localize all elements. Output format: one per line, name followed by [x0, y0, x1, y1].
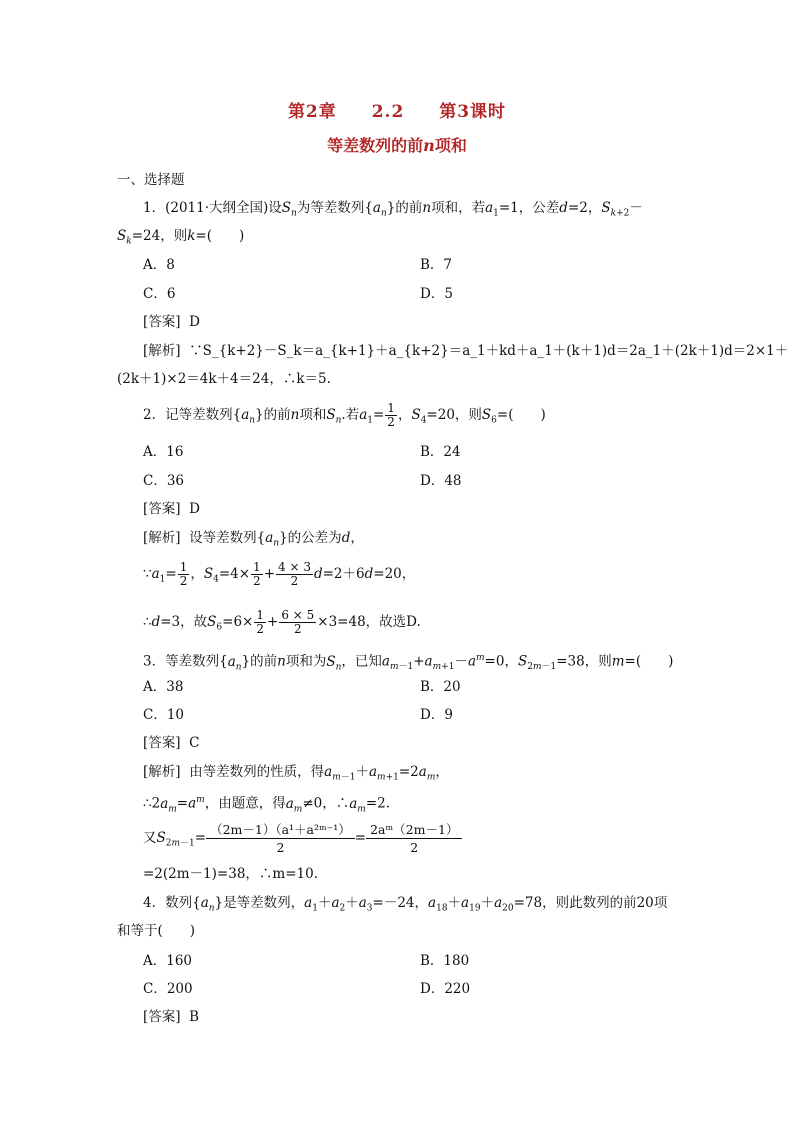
- q3-analysis-line1: [解析] 由等差数列的性质，得$a_{m-1}+a_{m+1}=2a_m$，: [143, 764, 449, 783]
- section-heading: 一、选择题: [117, 172, 185, 188]
- q1-option-a[interactable]: A．8: [143, 257, 175, 273]
- fraction-4x3: $\frac{4 \times 3}{2}$: [278, 560, 311, 588]
- chapter-label: 第2章: [287, 102, 337, 122]
- q2-option-b[interactable]: B．24: [420, 444, 461, 460]
- fraction-6x5: $\frac{6 \times 5}{2}$: [281, 608, 315, 636]
- q2-option-d[interactable]: D．48: [420, 473, 462, 489]
- q4-option-b[interactable]: B．180: [420, 953, 470, 969]
- lesson-label: 第3课时: [439, 102, 507, 122]
- q2-analysis-line3: ∴d=3，故$S_6=6\times$ $\frac{1}{2}$ + $\frac{6 \times 5}{2}$ ×3=48，故选D.: [143, 608, 421, 636]
- q2-analysis-line2: $\because a_1=$ $\frac{1}{2}$ ，$S_4=4\times$ $\frac{1}{2}$ + $\frac{4 \times 3}{2}$ d=2＋6d=20，: [143, 560, 416, 588]
- q3-option-d[interactable]: D．9: [420, 707, 453, 723]
- q3-analysis-line3: 又$S_{2m-1}=$ $\frac{\text{（2m－1）（a¹＋a²ᵐ⁻¹）}}{2}$ = $\frac{\text{2aᵐ（2m－1）}}{2}$: [143, 821, 462, 856]
- q3-analysis-line4: =2(2m－1)=38，∴m=10.: [143, 866, 318, 882]
- q4-option-a[interactable]: A．160: [143, 953, 193, 969]
- q1-analysis-text1: ∵S_{k+2}－S_k＝a_{k+1}＋a_{k+2}＝a_1＋kd＋a_1＋(k＋1)d＝2a_1＋(2k＋1)d＝2×1＋: [189, 343, 789, 359]
- q4-stem-line1: 4．数列$\{a_n\}$是等差数列，$a_1+a_2+a_3=-24$，$a_{18}+a_{19}+a_{20}=78$，则此数列的前20项: [143, 895, 668, 914]
- q2-option-c[interactable]: C．36: [143, 473, 185, 489]
- q3-option-a[interactable]: A．38: [143, 679, 184, 695]
- q1-analysis-line1: [解析] ∵S_{k+2}－S_k＝a_{k+1}＋a_{k+2}＝a_1＋kd＋a_1＋(k＋1)d＝2a_1＋(2k＋1)d＝2×1＋: [143, 343, 789, 359]
- chapter-title: [0, 97, 794, 122]
- q4-stem-line2: 和等于( ): [117, 923, 196, 939]
- q2-option-a[interactable]: A．16: [143, 444, 184, 460]
- q3-answer: [答案] C: [143, 735, 200, 751]
- q1-option-b[interactable]: B．7: [420, 257, 453, 273]
- q3-option-b[interactable]: B．20: [420, 679, 461, 695]
- q3-analysis-line2: $\therefore 2a_m=a^m$，由题意，得$a_m\ne 0$，$\therefore a_m=2$.: [143, 795, 391, 815]
- q4-option-d[interactable]: D．220: [420, 981, 471, 997]
- page-subtitle: 等差数列的前n项和: [327, 136, 467, 155]
- q2-analysis-line1: [解析] 设等差数列$\{a_n\}$的公差为d，: [143, 530, 364, 549]
- q1-analysis-line2: (2k＋1)×2＝4k＋4＝24，∴k＝5.: [117, 371, 331, 387]
- q1-stem-line2: $S_k=24$，则k=( ): [117, 228, 245, 247]
- q4-option-c[interactable]: C．200: [143, 981, 193, 997]
- fraction-simplified: $\frac{\text{2aᵐ（2m－1）}}{2}$: [366, 821, 462, 856]
- q1-option-d[interactable]: D．5: [420, 286, 453, 302]
- fraction-sum-formula: $\frac{\text{（2m－1）（a¹＋a²ᵐ⁻¹）}}{2}$: [206, 821, 355, 856]
- q4-answer: [答案] B: [143, 1009, 200, 1025]
- q3-stem: 3．等差数列$\{a_n\}$的前n项和为$S_n$，已知$a_{m-1}+a_{m+1}-a^m=0$，$S_{2m-1}=38$，则m=( ): [143, 653, 674, 673]
- q2-answer: [答案] D: [143, 501, 200, 517]
- q2-stem: 2．记等差数列$\{a_n\}$的前n项和$S_n$.若$a_1=$ $\frac{1}{2}$ ，$S_4=20$，则$S_6=$( ): [143, 401, 546, 429]
- q1-answer: [答案] D: [143, 314, 200, 330]
- q1-option-c[interactable]: C．6: [143, 286, 176, 302]
- section-number: 2.2: [371, 102, 405, 122]
- q1-stem-line1: 1．(2011·大纲全国)设$S_n$为等差数列$\{a_n\}$的前n项和，若$a_1=1$，公差d=2，$S_{k+2}-$: [143, 200, 643, 219]
- fraction-half: $\frac{1}{2}$: [387, 401, 395, 429]
- q3-option-c[interactable]: C．10: [143, 707, 185, 723]
